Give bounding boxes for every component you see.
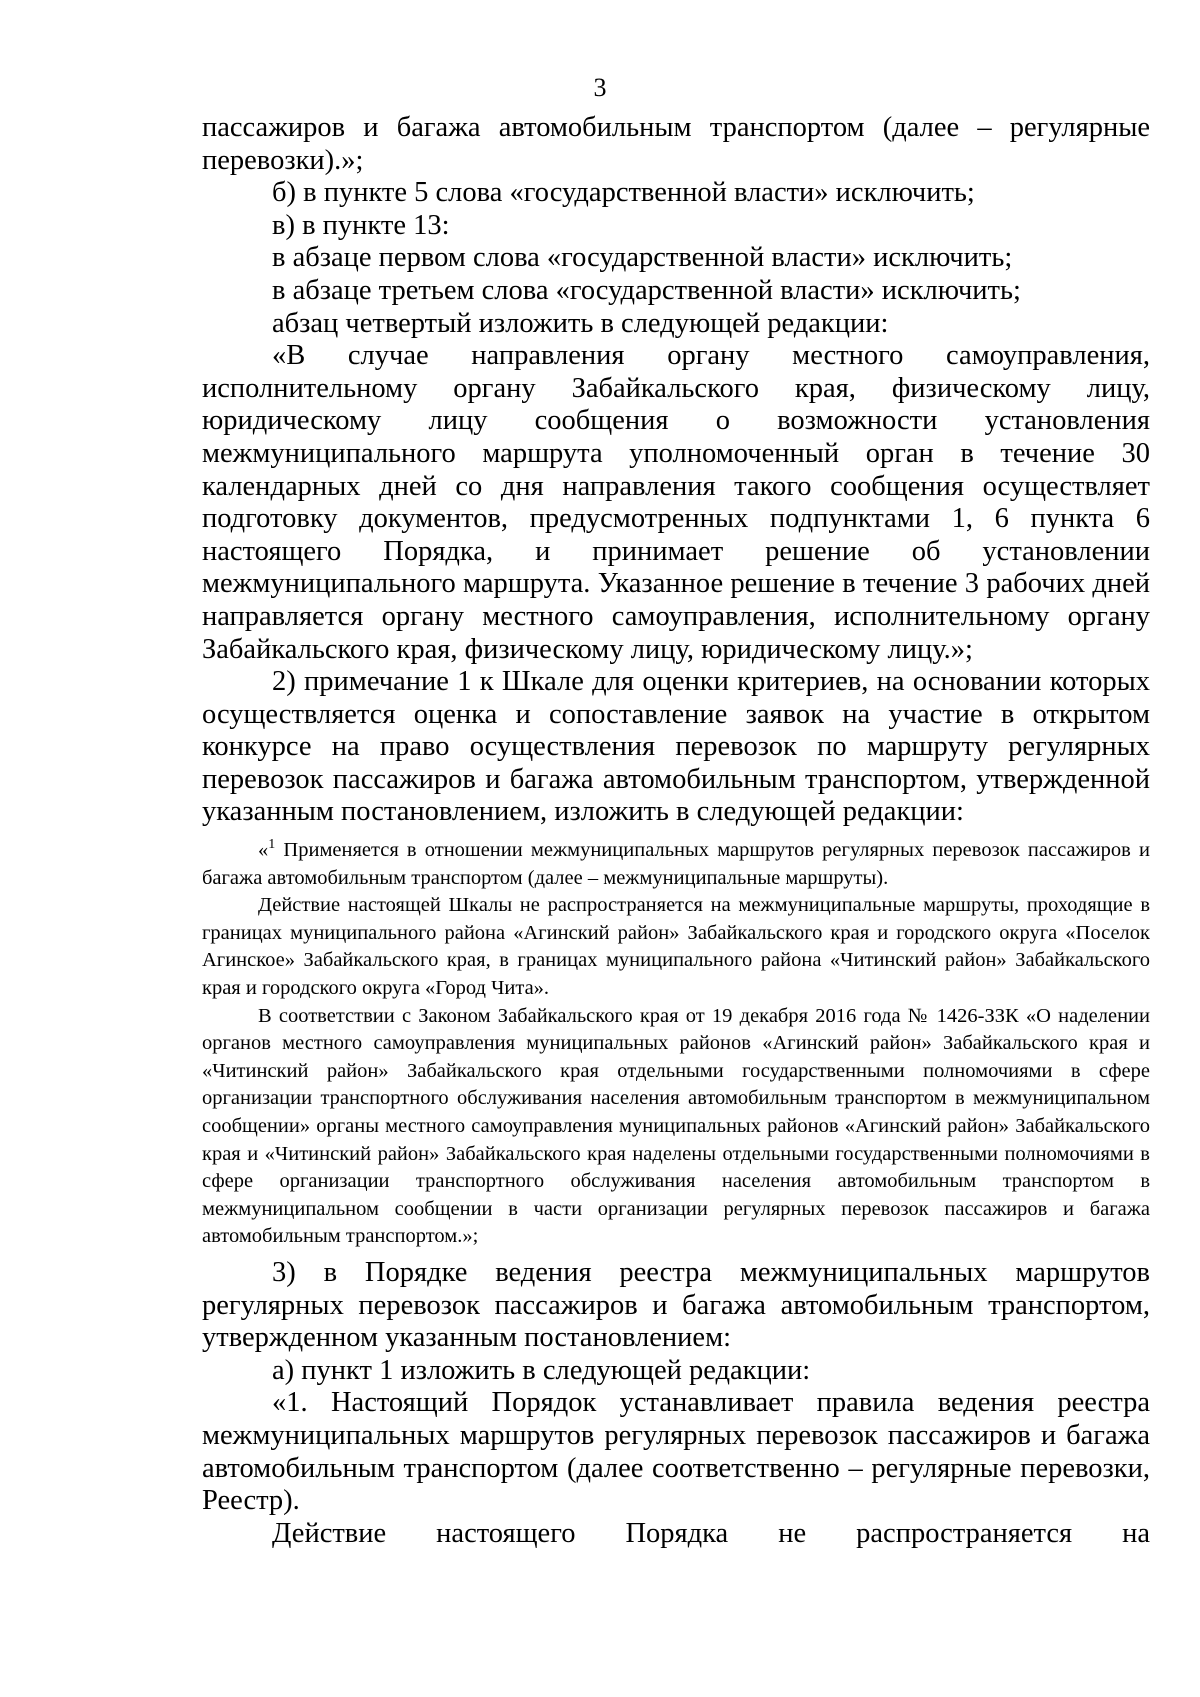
- footnote-paragraph-2: Действие настоящей Шкалы не распространяется на межмуниципальные маршруты, проходящие в границах муниципального района «Агинский район» Забайкальского края и городского округа «Поселок Агинское» Забайкальского края, в границах муниципального района «Читинский район» Забайкальского края и городского округа «Город Чита».: [202, 894, 1150, 1000]
- paragraph-item-v: в) в пункте 13:: [272, 209, 450, 241]
- paragraph-item-b: б) в пункте 5 слова «государственной власти» исключить;: [272, 177, 975, 209]
- paragraph-abzac-fourth: абзац четвертый изложить в следующей редакции:: [272, 307, 889, 339]
- paragraph-continuation: пассажиров и багажа автомобильным транспортом (далее – регулярные перевозки).»;: [202, 112, 1150, 176]
- paragraph-quoted-point-1: «1. Настоящий Порядок устанавливает правила ведения реестра межмуниципальных маршрутов регулярных перевозок пассажиров и багажа автомобильным транспортом (далее соответственно – регулярные перевозки, Реестр).: [202, 1387, 1150, 1517]
- paragraph-trailing: Действие настоящего Порядка не распространяется на: [272, 1517, 1150, 1549]
- footnote-open-quote: «: [258, 839, 269, 862]
- footnote-text-1: Применяется в отношении межмуниципальных маршрутов регулярных перевозок пассажиров и багажа автомобильным транспортом (далее – межмуниципальные маршруты).: [202, 839, 1150, 889]
- paragraph-item-3: 3) в Порядке ведения реестра межмуниципальных маршрутов регулярных перевозок пассажиров и багажа автомобильным транспортом, утвержденном указанным постановлением:: [202, 1256, 1150, 1354]
- document-body: [202, 112, 1150, 1550]
- page-number: 3: [593, 73, 607, 102]
- paragraph-quoted-abzac: «В случае направления органу местного самоуправления, исполнительному органу Забайкальского края, физическому лицу, юридическому лицу сообщения о возможности установления межмуниципального маршрута уполномоченный орган в течение 30 календарных дней со дня направления такого сообщения осуществляет подготовку документов, предусмотренных подпунктами 1, 6 пункта 6 настоящего Порядка, и принимает решение об установлении межмуниципального маршрута. Указанное решение в течение 3 рабочих дней направляется органу местного самоуправления, исполнительному органу Забайкальского края, физическому лицу, юридическому лицу.»;: [202, 340, 1150, 665]
- paragraph-item-a: а) пункт 1 изложить в следующей редакции:: [272, 1354, 811, 1386]
- footnote-marker: 1: [268, 837, 276, 853]
- footnote-paragraph-1: [202, 837, 1150, 892]
- footnote-paragraph-3: В соответствии с Законом Забайкальского края от 19 декабря 2016 года № 1426-ЗЗК «О наделении органов местного самоуправления муниципальных районов «Агинский район» Забайкальского края и «Читинский район» Забайкальского края отдельными государственными полномочиями в сфере организации транспортного обслуживания населения автомобильным транспортом в межмуниципальном сообщении» органы местного самоуправления муниципальных районов «Агинский район» Забайкальского края и «Читинский район» Забайкальского края наделены отдельными государственными полномочиями в сфере организации транспортного обслуживания населения автомобильным транспортом в межмуниципальном сообщении в части организации регулярных перевозок пассажиров и багажа автомобильным транспортом.»;: [202, 1004, 1150, 1248]
- paragraph-abzac-first: в абзаце первом слова «государственной власти» исключить;: [272, 242, 1013, 274]
- paragraph-abzac-third: в абзаце третьем слова «государственной власти» исключить;: [272, 274, 1021, 306]
- paragraph-item-2: 2) примечание 1 к Шкале для оценки критериев, на основании которых осуществляется оценка и сопоставление заявок на участие в открытом конкурсе на право осуществления перевозок по маршруту регулярных перевозок пассажиров и багажа автомобильным транспортом, утвержденной указанным постановлением, изложить в следующей редакции:: [202, 666, 1150, 828]
